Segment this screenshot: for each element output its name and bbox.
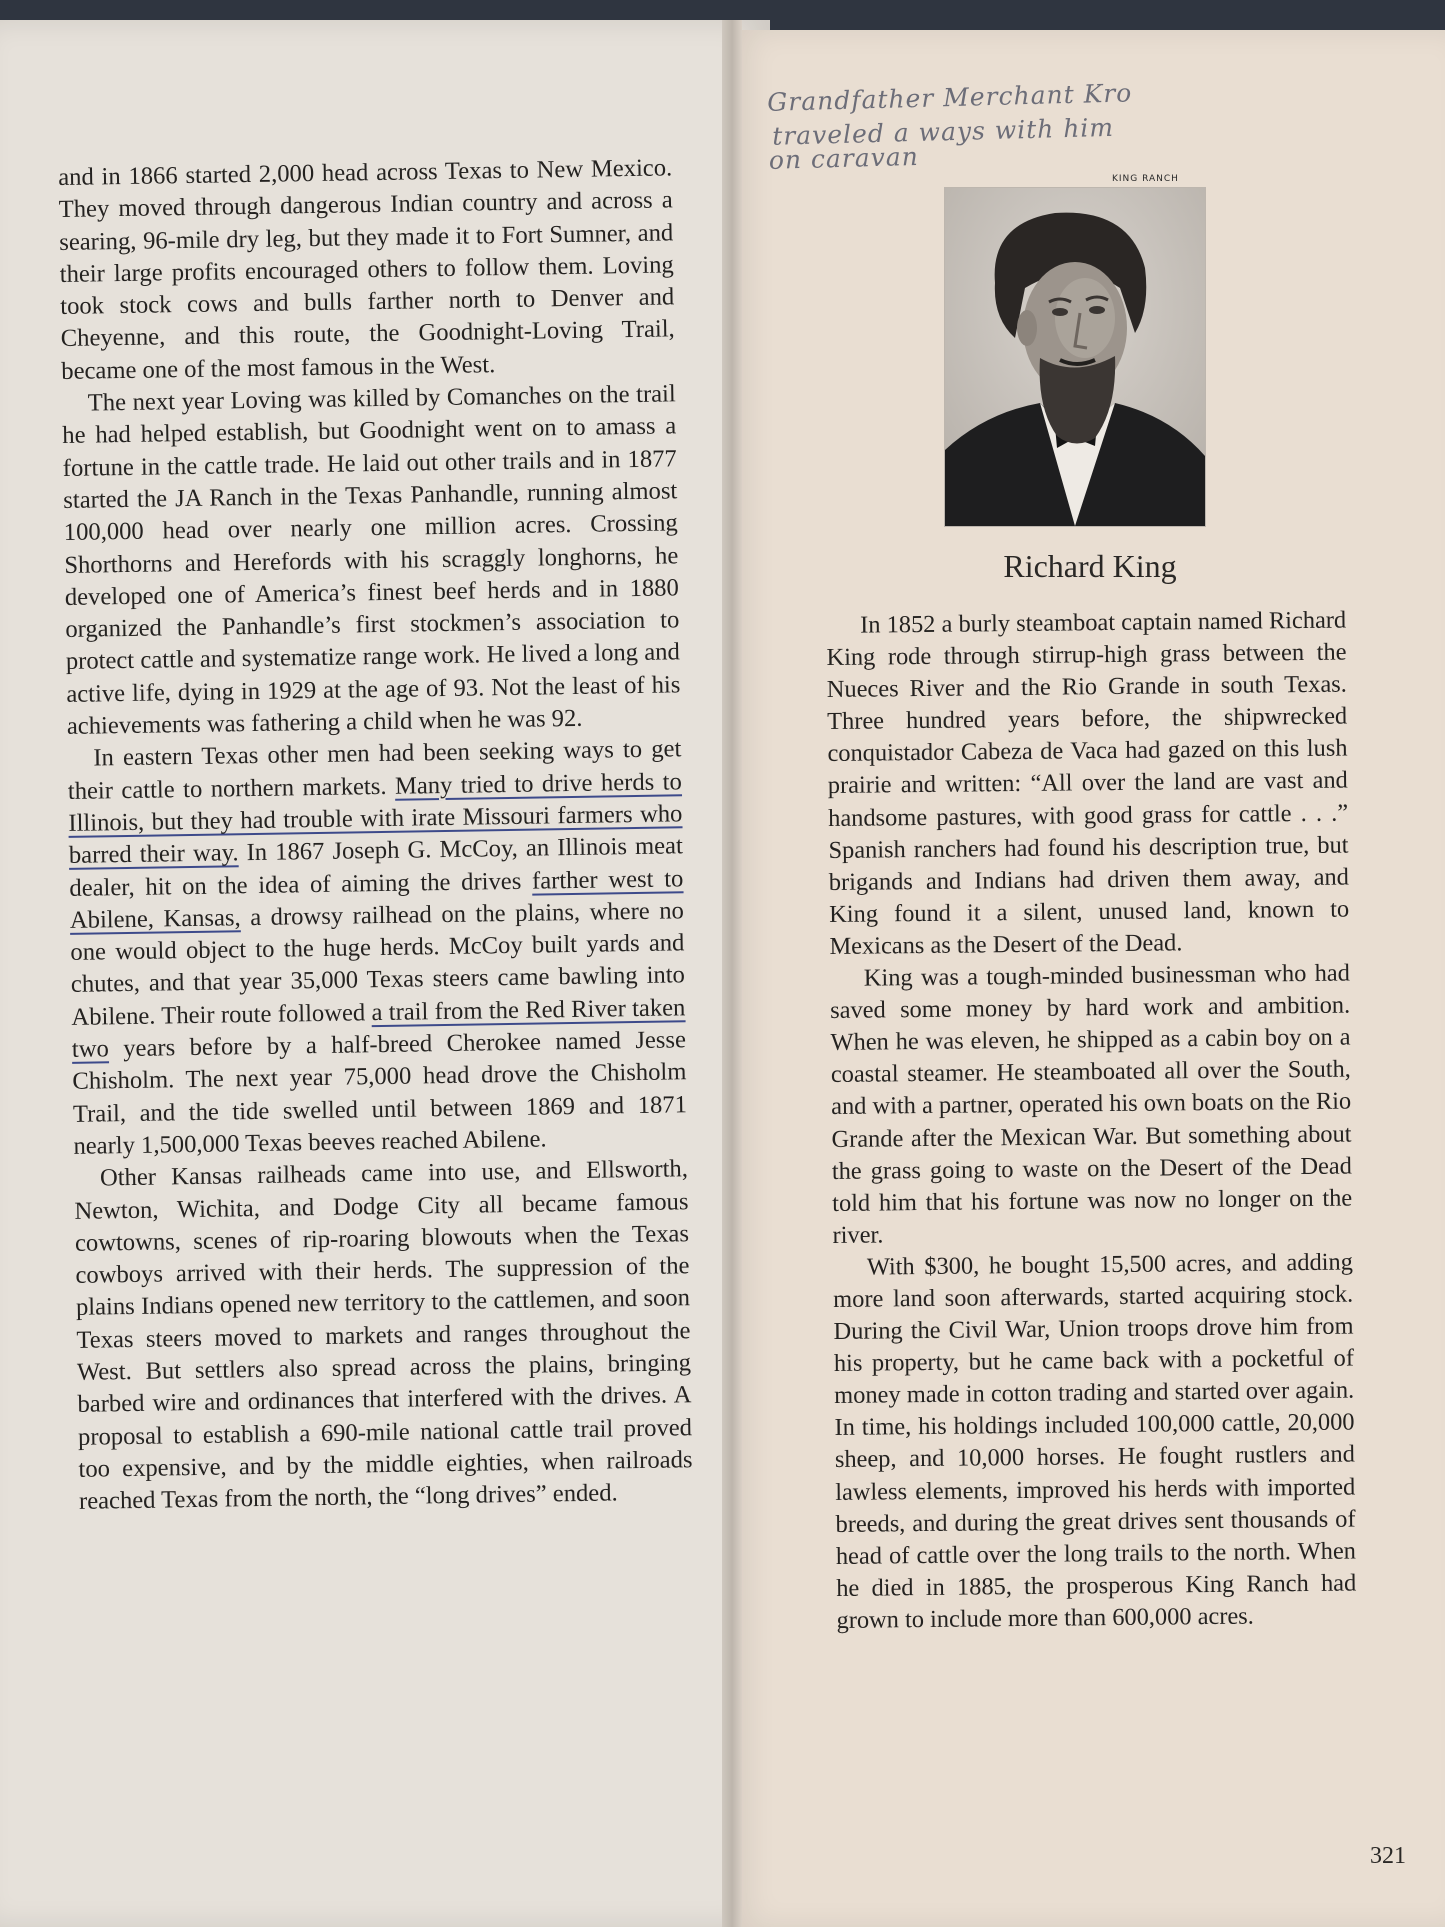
paragraph: In 1852 a burly steamboat captain named Richard King rode through stirrup-high grass between the Nueces River and the Rio Grande in south Texas. Three hundred years before, the shipwrecked conquistador Cabeza de Vaca had gazed on this lush prairie and written: “All over the land are vast and handsome pastures, with good grass for cattle . . .” Spanish ranchers had found his description true, but brigands and Indians had driven them away, and King found it a silent, unused land, known to Mexicans as the Desert of the Dead. bbox=[826, 606, 1350, 960]
paragraph: With $300, he bought 15,500 acres, and adding more land soon afterwards, started acquiring stock. During the Civil War, Union troops drove him from his property, but he came back with a pocketful of money made in cotton trading and started over again. In time, his holdings included 100,000 cattle, 20,000 sheep, and 10,000 horses. He fought rustlers and lawless elements, improved his herds with imported breeds, and during the great drives sent thousands of head of cattle over the long trails to the north. When he died in 1885, the prosperous King Ranch had grown to include more than 600,000 acres. bbox=[833, 1248, 1357, 1634]
portrait-illustration bbox=[945, 188, 1205, 526]
right-column-text bbox=[826, 605, 1357, 1637]
text-run: In eastern Texas other men had been seeking ways to get their cattle to northern markets. bbox=[67, 735, 682, 805]
pen-underlined-text: farther west to Abilene, Kansas, bbox=[69, 864, 684, 934]
pen-underlined-text: a trail from the Red River taken two bbox=[71, 993, 686, 1063]
handwritten-line: on caravan bbox=[768, 141, 920, 175]
text-run: a drowsy railhead on the plains, where no one would object to the huge herds. McCoy built yards and chutes, and that year 35,000 Texas steers came bawling into Abilene. Their route followed bbox=[70, 897, 686, 1031]
handwritten-line: traveled a ways with him bbox=[771, 112, 1115, 151]
handwritten-note bbox=[767, 70, 1369, 178]
text-run: In 1867 Joseph G. McCoy, an Illinois meat dealer, hit on the idea of aiming the drives bbox=[69, 832, 684, 902]
paragraph-annotated bbox=[67, 734, 688, 1163]
portrait-caption: Richard King bbox=[1003, 548, 1177, 584]
left-column-text bbox=[58, 152, 693, 1518]
paragraph: The next year Loving was killed by Comanches on the trail he had helped establish, but Goodnight went on to amass a fortune in the cattle trade. He laid out other trails and in 1877 started the JA Ranch in the Texas Panhandle, running almost 100,000 head over nearly one million acres. Crossing Shorthorns and Herefords with his scraggly longhorns, he developed one of America’s finest beef herds and in 1880 organized the Panhandle’s first stockmen’s association to protect cattle and systematize range work. He lived a long and active life, dying in 1929 at the age of 93. Not the least of his achievements was fathering a child when he was 92. bbox=[62, 380, 681, 740]
pen-underlined-text: Many tried to drive herds to Illinois, but they had trouble with irate Missouri farmers who barred their way. bbox=[68, 767, 683, 870]
paragraph: and in 1866 started 2,000 head across Texas to New Mexico. They moved through dangerous Indian country and across a searing, 96-mile dry leg, but they made it to Fort Sumner, and their large profits encouraged others to follow them. Loving took stock cows and bulls farther north to Denver and Cheyenne, and this route, the Goodnight-Loving Trail, became one of the most famous in the West. bbox=[58, 154, 675, 385]
text-run: years before by a half-breed Cherokee named Jesse Chisholm. The next year 75,000 head drove the Chisholm Trail, and the tide swelled until between 1869 and 1871 nearly 1,500,000 Texas beeves reached Abilene. bbox=[72, 1026, 688, 1160]
paragraph: King was a tough-minded businessman who had saved some money by hard work and ambition. When he was eleven, he shipped as a cabin boy on a coastal steamer. He steamboated all over the South, and with a partner, operated his own boats on the Rio Grande after the Mexican War. But something about the grass going to waste on the Desert of the Dead told him that his fortune was now no longer on the river. bbox=[830, 959, 1353, 1249]
paragraph: Other Kansas railheads came into use, and Ellsworth, Newton, Wichita, and Dodge City all became famous cowtowns, scenes of rip-roaring blowouts when the Texas cowboys arrived with their herds. The suppression of the plains Indians opened new territory to the cattlemen, and soon Texas steers moved to markets and ranges throughout the West. But settlers also spread across the plains, bringing barbed wire and ordinances that interfered with the drives. A proposal to establish a 690-mile national cattle trail proved too expensive, and by the middle eighties, when railroads reached Texas from the north, the “long drives” ended. bbox=[74, 1155, 693, 1516]
page-number: 321 bbox=[1370, 1843, 1406, 1869]
book-gutter bbox=[722, 20, 742, 1927]
handwritten-line: Grandfather Merchant Kro bbox=[766, 78, 1133, 117]
photo-credit: KING RANCH bbox=[1112, 174, 1179, 184]
portrait-photo bbox=[944, 187, 1206, 527]
